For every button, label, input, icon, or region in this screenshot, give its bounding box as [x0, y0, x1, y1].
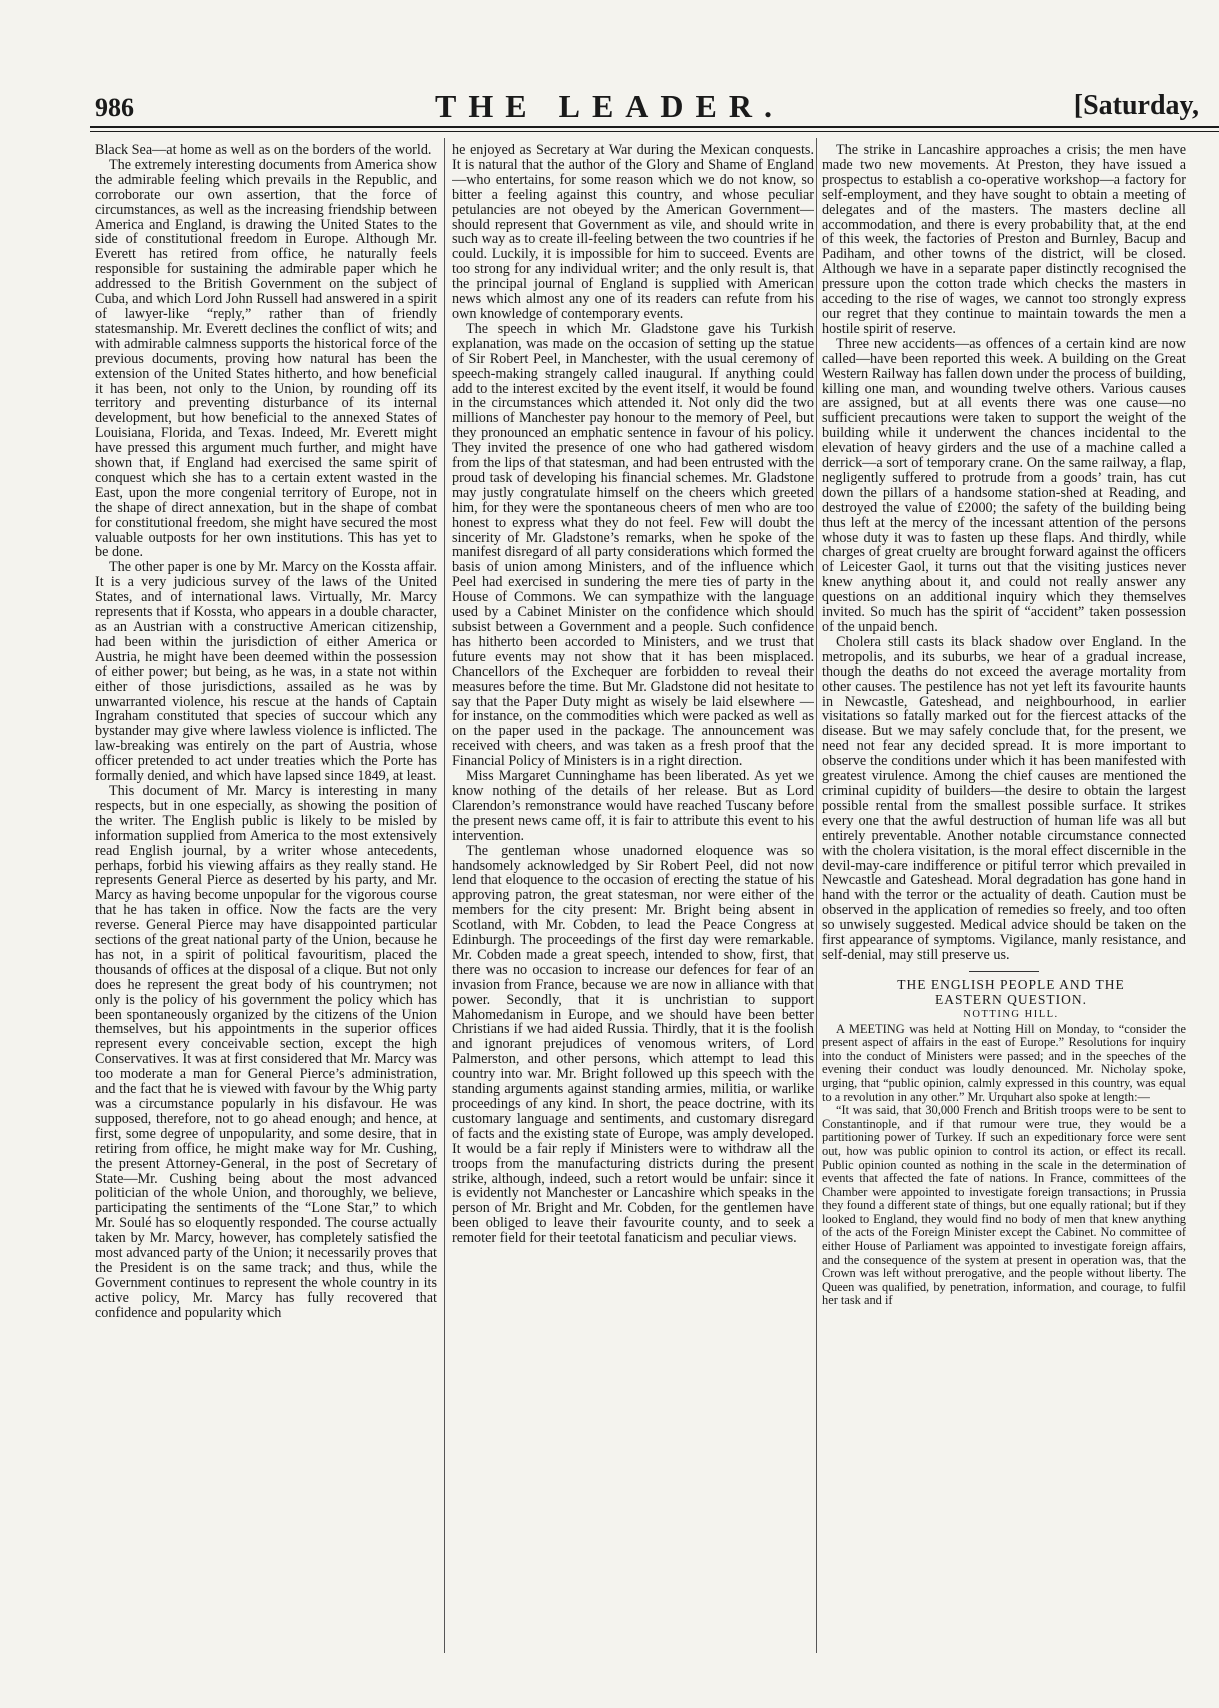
section-title: EASTERN QUESTION.: [935, 991, 1087, 1007]
paragraph: Black Sea—at home as well as on the borders of the world.: [95, 143, 432, 158]
column-divider: [816, 138, 817, 1653]
header-rule-thin: [90, 131, 1219, 132]
header-rule-thick: [90, 126, 1219, 128]
paragraph: This document of Mr. Marcy is interesting in many respects, but in one especially, as showing the position of the writer. The English public is likely to be misled by information supplied from America to the most extensively read English journal, by a writer whose antecedents, perhaps, forbid his viewing affairs as they really stand. He represents General Pierce as deserted by his party, and Mr. Marcy as having become unpopular for the vigorous course that he has taken in office. Now the facts are the very reverse. General Pierce may have disappointed particular sections of the great national party of the Union, because he has not, in a spirit of political favouritism, placed the thousands of offices at the disposal of a clique. But not only does he represent the great body of his countrymen; not only is the policy of his government the policy which has been spontaneously organized by the citizens of the Union themselves, but his appointments in the superior offices represent every conceivable section, except the high Conservatives. It was at first considered that Mr. Marcy was too moderate a man for General Pierce’s administration, and the fact that he is viewed with favour by the Whig party was a circumstance popularly in his disfavour. He was supposed, therefore, not to go ahead enough; and hence, at first, some degree of unpopularity, and some desire, that in retiring from office, he might make way for Mr. Cushing, the present Attorney-General, in the post of Secretary of State—Mr. Cushing being about the most advanced politician of the whole Union, and thoroughly, we believe, participating the sentiments of the “Lone Star,” to which Mr. Soulé has so eloquently responded. The course actually taken by Mr. Marcy, however, has completely satisfied the most advanced party of the Union; it necessarily proves that the President is on the same track; and thus, while the Government continues to represent the whole country in its active policy, Mr. Marcy has fully recovered that confidence and popularity which: [95, 782, 437, 1321]
paragraph: he enjoyed as Secretary at War during the Mexican conquests. It is natural that the author of the Glory and Shame of England—who entertains, for some reason which we do not know, so bitter a feeling against this country, and whose peculiar petulancies are not obeyed by the American Government—should represent that Government as vile, and should write in such way as to create ill-feeling between the two countries if he could. Luckily, it is impossible for him to succeed. Events are too strong for any individual writer; and the only result is, that the principal journal of England is supplied with American news which almost any one of its readers can refute from his own knowledge of contemporary events.: [452, 143, 814, 322]
paragraph: The other paper is one by Mr. Marcy on the Kossta affair. It is a very judicious survey of the laws of the United States, and of international laws. Virtually, Mr. Marcy represents that if Kossta, who appears in a double character, as an Austrian with a constructive American citizenship, had been within the jurisdiction of either America or Austria, he might have been deemed within the possession of either power; but being, as he was, in a state not within either of those jurisdictions, assailed as he was by unwarranted violence, his rescue at the hands of Captain Ingraham constituted that species of succour which any bystander may give where lawless violence is inflicted. The law-breaking was entirely on the part of Austria, whose officer pretended to act under treaties which the Porte has formally denied, and which have lapsed since 1849, at least.: [95, 559, 437, 785]
section-rule: [969, 971, 1039, 972]
page-header: [0, 0, 1219, 130]
paragraph: Miss Margaret Cunninghame has been liberated. As yet we know nothing of the details of her release. But as Lord Clarendon’s remonstrance would have reached Tuscany before the present news came off, it is fair to attribute this event to his intervention.: [452, 768, 814, 844]
page-number: 986: [95, 93, 134, 122]
paragraph: “It was said, that 30,000 French and British troops were to be sent to Constantinople, and if that rumour were true, they would be a partitioning power of Turkey. If such an expeditionary force were sent out, how was public opinion to control its action, or effect its recall. Public opinion counted as nothing in the scale in the determination of events that affected the fate of nations. In France, committees of the Chamber were appointed to investigate foreign transactions; in Prussia they found a different state of things, but one equally rational; but if they looked to England, they would find no body of men that knew anything of the acts of the Foreign Minister except the Cabinet. No committee of either House of Parliament was appointed to investigate foreign affairs, and the consequence of the system at present in operation was, that the Crown was left without prerogative, and the people without liberty. The Queen was qualified, by penetration, information, and courage, to fulfil her task and if: [822, 1103, 1186, 1308]
column-divider: [444, 138, 445, 1653]
section-body: [822, 1023, 1186, 1308]
column-2: [452, 143, 814, 1663]
issue-day: [Saturday,: [1073, 90, 1199, 121]
paragraph: The strike in Lancashire approaches a crisis; the men have made two new movements. At Preston, they have issued a prospectus to establish a co-operative workshop—a factory for self-employment, and they have sought to obtain a meeting of delegates and of the masters. The masters decline all accommodation, and there is every probability that, at the end of this week, the factories of Preston and Burnley, Bacup and Padiham, and other towns of the district, will be closed. Although we have in a separate paper distinctly recognised the pressure upon the cotton trade which checks the masters in acceding to the rise of wages, we cannot too strongly express our regret that they continue to maintain towards the men a hostile spirit of reserve.: [822, 143, 1186, 337]
column-3: [822, 143, 1186, 1663]
paragraph: The speech in which Mr. Gladstone gave his Turkish explanation, was made on the occasion of setting up the statue of Sir Robert Peel, in Manchester, with the usual ceremony of speech-making strangely called inaugural. If anything could add to the interest excited by the event itself, it would be found in the circumstances which attended it. Not only did the two millions of Manchester pay honour to the memory of Peel, but they pronounced an emphatic sentence in favour of his policy. They invited the presence of one who had gathered wisdom from the lips of that statesman, and had been entrusted with the proud task of developing his financial schemes. Mr. Gladstone may justly congratulate himself on the cheers which greeted him, for they were the spontaneous cheers of men who are too honest to express what they do not feel. Few will doubt the sincerity of Mr. Gladstone’s remarks, when he spoke of the manifest disregard of all party considerations which formed the basis of union among Ministers, and of the influence which Peel had exercised in sundering the mere ties of party in the House of Commons. We can sympathize with the language used by a Cabinet Minister on the confidence which should subsist between a Government and a people. Such confidence has hitherto been accorded to Ministers, and we trust that future events may not show that it has been misplaced. Chancellors of the Exchequer are forbidden to reveal their measures before the time. But Mr. Gladstone did not hesitate to say that the Paper Duty might as wisely be laid elsewhere — for instance, on the commodities which were packed as well as on the paper used in the package. The announcement was received with cheers, and was taken as a fresh proof that the Financial Policy of Ministers is in a right direction.: [452, 320, 814, 770]
paragraph: Cholera still casts its black shadow over England. In the metropolis, and its suburbs, we hear of a gradual increase, though the deaths do not exceed the average mortality from other causes. The pestilence has not yet left its favourite haunts in Newcastle, Gateshead, and neighbourhood, in earlier visitations so fatally marked out for the fiercest attacks of the disease. But we may safely conclude that, for the present, we need not fear any decided spread. It is more important to observe the conditions under which it has been manifested with greatest virulence. Among the chief causes are mentioned the criminal cupidity of builders—the desire to obtain the largest possible rental from the smallest possible surface. It strikes every one that the awful destruction of human life was all but entirely preventable. Another notable circumstance connected with the cholera visitation, is the moral effect discernible in the devil-may-care indifference or pitiful terror which prevailed in Newcastle and Gateshead. Moral degradation has gone hand in hand with the terror or the actuality of death. Caution must be observed in the application of remedies so freely, and too often so unwisely suggested. Medical advice should be taken on the first appearance of symptoms. Vigilance, manly resistance, and self-denial, may still preserve us.: [822, 633, 1186, 963]
paragraph: Three new accidents—as offences of a certain kind are now called—have been reported this week. A building on the Great Western Railway has fallen down under the process of building, killing one man, and wounding twelve others. Various causes are assigned, but at all events there was one cause—no sufficient precautions were taken to support the weight of the building while it underwent the chances incidental to the elevation of heavy girders and the use of a machine called a derrick—a sort of temporary crane. On the same railway, a flap, negligently suffered to protrude from a goods’ train, has cut down the pillars of a handsome station-shed at Reading, and destroyed the value of £2000; the safety of the building being thus left at the mercy of the incessant attention of the persons whose duty it was to fasten up these flaps. And thirdly, while charges of great cruelty are brought forward against the officers of Leicester Gaol, it turns out that the visiting justices never knew anything about it, and could not really answer any questions on an additional inquiry which they themselves invited. So much has the spirit of “accident” taken possession of the unpaid bench.: [822, 335, 1186, 635]
paragraph: A MEETING was held at Notting Hill on Monday, to “consider the present aspect of affairs in the east of Europe.” Resolutions for inquiry into the conduct of Ministers were passed; and in the speeches of the evening their conduct was loudly denounced. Mr. Nicholay spoke, urging, that “public opinion, calmly expressed in this country, was equal to a revolution in any other.” Mr. Urquhart also spoke at length:—: [822, 1021, 1186, 1104]
section-subtitle: NOTTING HILL.: [963, 1008, 1059, 1020]
paragraph: The gentleman whose unadorned eloquence was so handsomely acknowledged by Sir Robert Peel, did not now lend that eloquence to the occasion of erecting the statue of his approving patron, the great statesman, nor were either of the members for the city present: Mr. Bright being absent in Scotland, with Mr. Cobden, to lead the Peace Congress at Edinburgh. The proceedings of the first day were remarkable. Mr. Cobden made a great speech, intended to show, first, that there was no occasion to increase our defences for fear of an invasion from France, because we are now in alliance with that power. Secondly, that it is unchristian to support Mahomedanism in Europe, and we should have been better Christians if we had aided Russia. Thirdly, that it is the foolish and ignorant prejudices of venomous writers, of Lord Palmerston, and other persons, which attempt to lead this country into war. Mr. Bright followed up this speech with the standing arguments against standing armies, militia, or warlike proceedings of any kind. In short, the peace doctrine, with its customary language and sentiments, and customary disregard of facts and the existing state of Europe, was amply developed. It would be a fair reply if Ministers were to withdraw all the troops from the manufacturing districts during the present strike, although, indeed, such a retort would be unfair: since it is evidently not Manchester or Lancashire which speaks in the person of Mr. Bright and Mr. Cobden, for the gentlemen have been obliged to leave their favourite county, and to seek a remoter field for their teetotal fanaticism and peculiar views.: [452, 842, 814, 1247]
column-1: [95, 143, 437, 1663]
section-title: THE ENGLISH PEOPLE AND THE: [897, 976, 1125, 992]
masthead-title: THE LEADER.: [435, 88, 784, 124]
paragraph: The extremely interesting documents from America show the admirable feeling which prevails in the Republic, and corroborate our own assertion, that the force of circumstances, as well as the increasing friendship between America and England, is drawing the United States to the side of constitutional freedom in Europe. Although Mr. Everett has retired from office, he naturally feels responsible for sustaining the admirable paper which he addressed to the British Government on the subject of Cuba, and which Lord John Russell had answered in a spirit of lawyer-like “reply,” rather than of friendly statesmanship. Mr. Everett declines the conflict of wits; and with admirable calmness supports the historical force of the previous documents, proving how natural has been the extension of the United States hitherto, and how beneficial it has been, not only to the Union, by rounding off its territory and preventing disturbance of its internal development, but how beneficial to the annexed States of Louisiana, Florida, and Texas. Indeed, Mr. Everett might have pressed this argument much further, and might have shown that, if England had exercised the same spirit of conquest which she has to a certain extent wasted in the East, upon the more congenial territory of Europe, not in the shape of direct annexation, but in the shape of combat for constitutional freedom, she might have secured the most valuable outposts for her own institutions. This has yet to be done.: [95, 156, 437, 561]
